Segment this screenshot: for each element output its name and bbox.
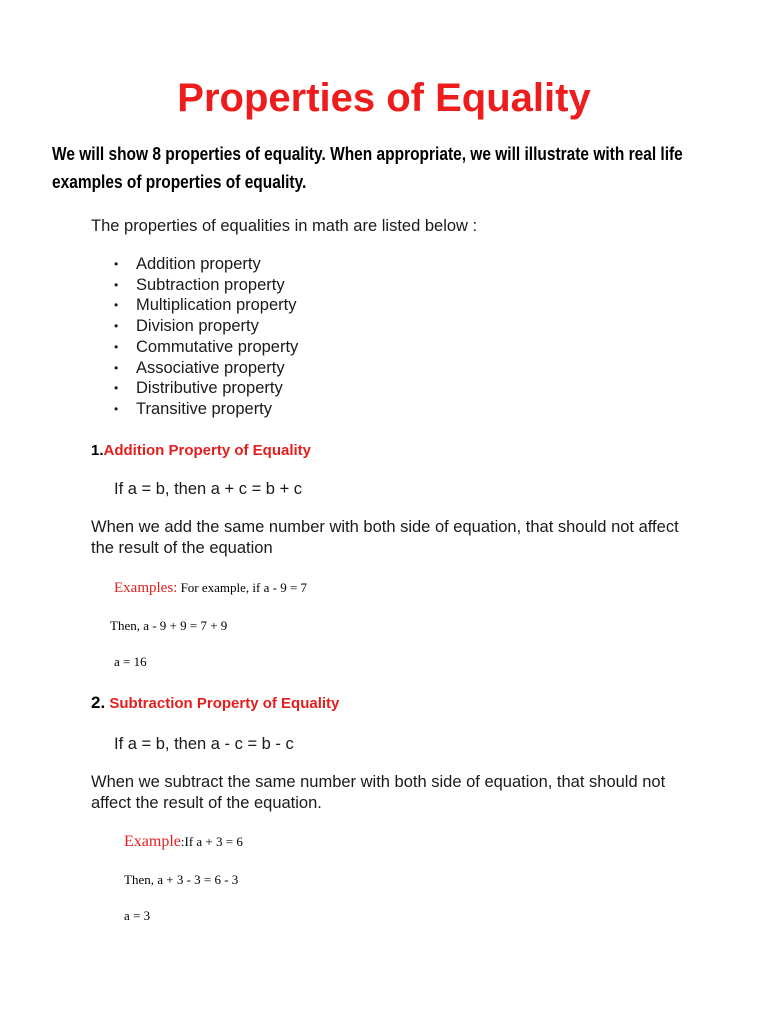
list-item: • Transitive property <box>114 399 273 418</box>
intro-paragraph: We will show 8 properties of equality. When appropriate, we will illustrate with real life examples of properties of equality. <box>52 144 683 192</box>
section-2-title: Subtraction Property of Equality <box>109 695 340 712</box>
bullet-icon: • <box>114 381 119 396</box>
section-1-title: Addition Property of Equality <box>103 442 312 459</box>
list-item: • Distributive property <box>114 379 283 398</box>
section-1-example <box>114 579 307 597</box>
bullet-icon: • <box>114 319 119 334</box>
list-item: • Associative property <box>114 358 285 377</box>
section-1-example-text: For example, if a - 9 = 7 <box>177 580 308 595</box>
list-item: • Subtraction property <box>114 275 285 294</box>
page-title: Properties of Equality <box>177 76 591 120</box>
section-2-example <box>124 833 243 851</box>
section-2-heading <box>91 692 339 715</box>
bullet-icon: • <box>114 257 119 271</box>
section-2-step-2: a = 3 <box>124 908 151 923</box>
section-2-example-text: :If a + 3 = 6 <box>180 834 243 849</box>
section-2-example-label: Example <box>124 833 181 850</box>
section-2-rule: If a = b, then a - c = b - c <box>114 735 294 753</box>
section-2-step-1: Then, a + 3 - 3 = 6 - 3 <box>124 872 239 887</box>
properties-lead: The properties of equalities in math are listed below : <box>91 217 478 235</box>
section-1-number: 1. <box>91 442 104 459</box>
bullet-icon: • <box>114 401 119 416</box>
bullet-icon: • <box>114 298 119 313</box>
section-1-example-label: Examples: <box>114 580 178 596</box>
list-item: • Addition property <box>114 255 261 273</box>
list-item: • Multiplication property <box>114 296 297 315</box>
list-item: • Commutative property <box>114 337 299 356</box>
section-1-heading <box>91 440 311 462</box>
bullet-icon: • <box>114 360 119 375</box>
section-2-number: 2. <box>91 693 106 712</box>
list-item: • Division property <box>114 317 259 336</box>
properties-list <box>90 254 298 420</box>
bullet-icon: • <box>114 277 119 292</box>
section-2-description: When we subtract the same number with both side of equation, that should not affect the result of the equation. <box>91 773 666 812</box>
section-1-step-2: a = 16 <box>114 654 147 669</box>
section-1-step-1: Then, a - 9 + 9 = 7 + 9 <box>110 618 228 633</box>
section-1-rule: If a = b, then a + c = b + c <box>114 480 303 498</box>
section-1-description: When we add the same number with both side of equation, that should not affect the result of the equation <box>91 518 679 557</box>
bullet-icon: • <box>114 339 119 354</box>
